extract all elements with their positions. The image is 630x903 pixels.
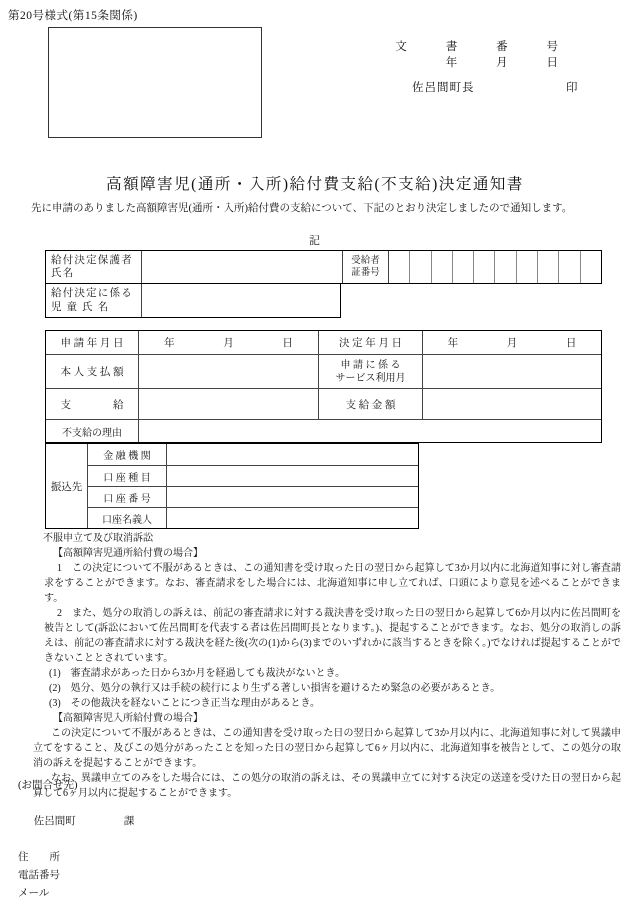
appeal-section-title: 不服申立て及び取消訴訟 bbox=[43, 533, 153, 544]
contact-address-label: 住 所 bbox=[18, 852, 60, 863]
guardian-name-field bbox=[141, 251, 342, 283]
decision-table-row-denial bbox=[46, 419, 601, 442]
account-holder-label: 口座名義人 bbox=[88, 508, 167, 528]
certificate-digit-box bbox=[494, 251, 515, 283]
contact-phone-label: 電話番号 bbox=[18, 870, 60, 881]
child-name-field bbox=[141, 284, 340, 317]
certificate-digit-box bbox=[537, 251, 558, 283]
certificate-digit-box bbox=[452, 251, 473, 283]
seal-mark: 印 bbox=[566, 82, 578, 94]
transfer-row-bank bbox=[88, 444, 418, 465]
bank-name-field bbox=[167, 444, 418, 465]
certificate-digit-box bbox=[431, 251, 452, 283]
payment-amount-label: 支 給 金 額 bbox=[318, 389, 422, 419]
account-type-label: 口 座 種 目 bbox=[88, 466, 167, 486]
recipient-table-row-guardian bbox=[45, 250, 602, 284]
certificate-number-digit-boxes bbox=[388, 251, 601, 283]
nyusho-heading: 【高額障害児入所給付費の場合】 bbox=[53, 713, 203, 724]
recipient-table-row-child bbox=[45, 284, 341, 318]
document-title: 高額障害児(通所・入所)給付費支給(不支給)決定通知書 bbox=[106, 176, 524, 193]
tsusho-heading: 【高額障害児通所給付費の場合】 bbox=[53, 548, 203, 559]
tsusho-item-2: 2 また、処分の取消しの訴えは、前記の審査請求に対する裁決書を受け取った日の翌日から起算して6か月以内に佐呂間町を被告として(訴訟において佐呂間町を代表する者は佐呂間町長となります。)、提起することができます。なお、処分の取消しの訴えは、前記の審査請求に対する裁決を経た後(次の(1)から(3)までのいずれかに該当するときを除く。)でなければ提起することができないこととされています。 bbox=[44, 608, 621, 664]
decision-table-row-payment-month bbox=[46, 354, 601, 388]
mayor-signature-label: 佐呂間町長 bbox=[412, 82, 475, 94]
transfer-row-account-number bbox=[88, 486, 418, 507]
denial-reason-label: 不支給の理由 bbox=[62, 427, 122, 439]
certificate-digit-box bbox=[388, 251, 409, 283]
transfer-table bbox=[45, 443, 419, 529]
account-number-field bbox=[167, 487, 418, 507]
contact-town-line bbox=[18, 795, 134, 849]
child-name-label: 給付決定に係る 児 童 氏 名 bbox=[51, 288, 133, 313]
certificate-digit-box bbox=[516, 251, 537, 283]
account-type-field bbox=[167, 466, 418, 486]
tsusho-subitem-3: (3) その他裁決を経ないことにつき正当な理由があるとき。 bbox=[49, 698, 321, 709]
certificate-digit-box bbox=[473, 251, 494, 283]
service-month-label: 申 請 に 係 る サービス利用月 bbox=[318, 355, 422, 388]
contact-section bbox=[18, 777, 134, 903]
certificate-digit-box bbox=[580, 251, 601, 283]
application-date-field: 年 月 日 bbox=[138, 331, 318, 354]
transfer-row-account-type bbox=[88, 465, 418, 486]
bank-name-label: 金 融 機 関 bbox=[88, 444, 167, 465]
contact-heading: (お問合せ先) bbox=[18, 780, 78, 791]
service-month-field bbox=[422, 355, 601, 388]
account-number-label: 口 座 番 号 bbox=[88, 487, 167, 507]
certificate-digit-box bbox=[409, 251, 430, 283]
decision-table bbox=[45, 330, 602, 443]
self-payment-field bbox=[138, 355, 318, 388]
payment-amount-field bbox=[422, 389, 601, 419]
account-holder-field bbox=[167, 508, 418, 528]
payment-label: 支 給 bbox=[60, 399, 124, 411]
intro-paragraph: 先に申請のありました高額障害児(通所・入所)給付費の支給について、下記のとおり決定しましたので通知します。 bbox=[31, 203, 573, 214]
tsusho-subitem-1: (1) 審査請求があった日から3か月を経過しても裁決がないとき。 bbox=[49, 668, 346, 679]
form-number-label: 第20号様式(第15条関係) bbox=[8, 10, 138, 22]
appeal-section bbox=[33, 531, 621, 801]
contact-email-label: メール bbox=[18, 888, 50, 899]
address-window-box bbox=[48, 27, 262, 138]
contact-town-label: 佐呂間町 bbox=[33, 816, 76, 827]
decision-table-row-dates bbox=[46, 331, 601, 354]
guardian-name-label: 給付決定保護者 氏名 bbox=[51, 254, 133, 279]
decision-date-label: 決 定 年 月 日 bbox=[318, 331, 422, 354]
certificate-digit-box bbox=[558, 251, 579, 283]
ki-heading: 記 bbox=[309, 235, 321, 247]
nyusho-paragraph-2: なお、異議申立てのみをした場合には、この処分の取消の訴えは、その異議申立てに対する決定の送達を受けた日の翌日から起算して6ヶ月以内に提起することができます。 bbox=[33, 773, 621, 799]
transfer-table-title: 振込先 bbox=[46, 444, 88, 528]
decision-table-row-grant bbox=[46, 388, 601, 419]
tsusho-item-1: 1 この決定について不服があるときは、この通知書を受け取った日の翌日から起算して3か月以内に北海道知事に対し審査請求をすることができます。なお、審査請求をした場合には、北海道知事に申し立てれば、口頭により意見を述べることができます。 bbox=[44, 563, 621, 604]
payment-field bbox=[138, 389, 318, 419]
nyusho-paragraph-1: この決定について不服があるときは、この通知書を受け取った日の翌日から起算して3か月以内に、北海道知事に対して異議申立てをすること、及びこの処分があったことを知った日の翌日から起算して6ヶ月以内に、北海道知事を被告として、この処分の取消の訴えを提起することができます。 bbox=[33, 728, 621, 769]
document-date-label: 年 月 日 bbox=[445, 57, 558, 69]
application-date-label: 申 請 年 月 日 bbox=[60, 338, 124, 349]
decision-date-field: 年 月 日 bbox=[422, 331, 601, 354]
transfer-row-account-holder bbox=[88, 507, 418, 528]
contact-section-label: 課 bbox=[123, 816, 135, 827]
self-payment-label: 本 人 支 払 額 bbox=[60, 367, 124, 378]
document-number-label: 文 書 番 号 bbox=[395, 41, 558, 53]
denial-reason-field bbox=[138, 420, 601, 442]
certificate-number-label: 受給者 証番号 bbox=[342, 251, 388, 283]
tsusho-subitem-2: (2) 処分、処分の執行又は手続の続行により生ずる著しい損害を避けるため緊急の必要があるとき。 bbox=[49, 683, 501, 694]
